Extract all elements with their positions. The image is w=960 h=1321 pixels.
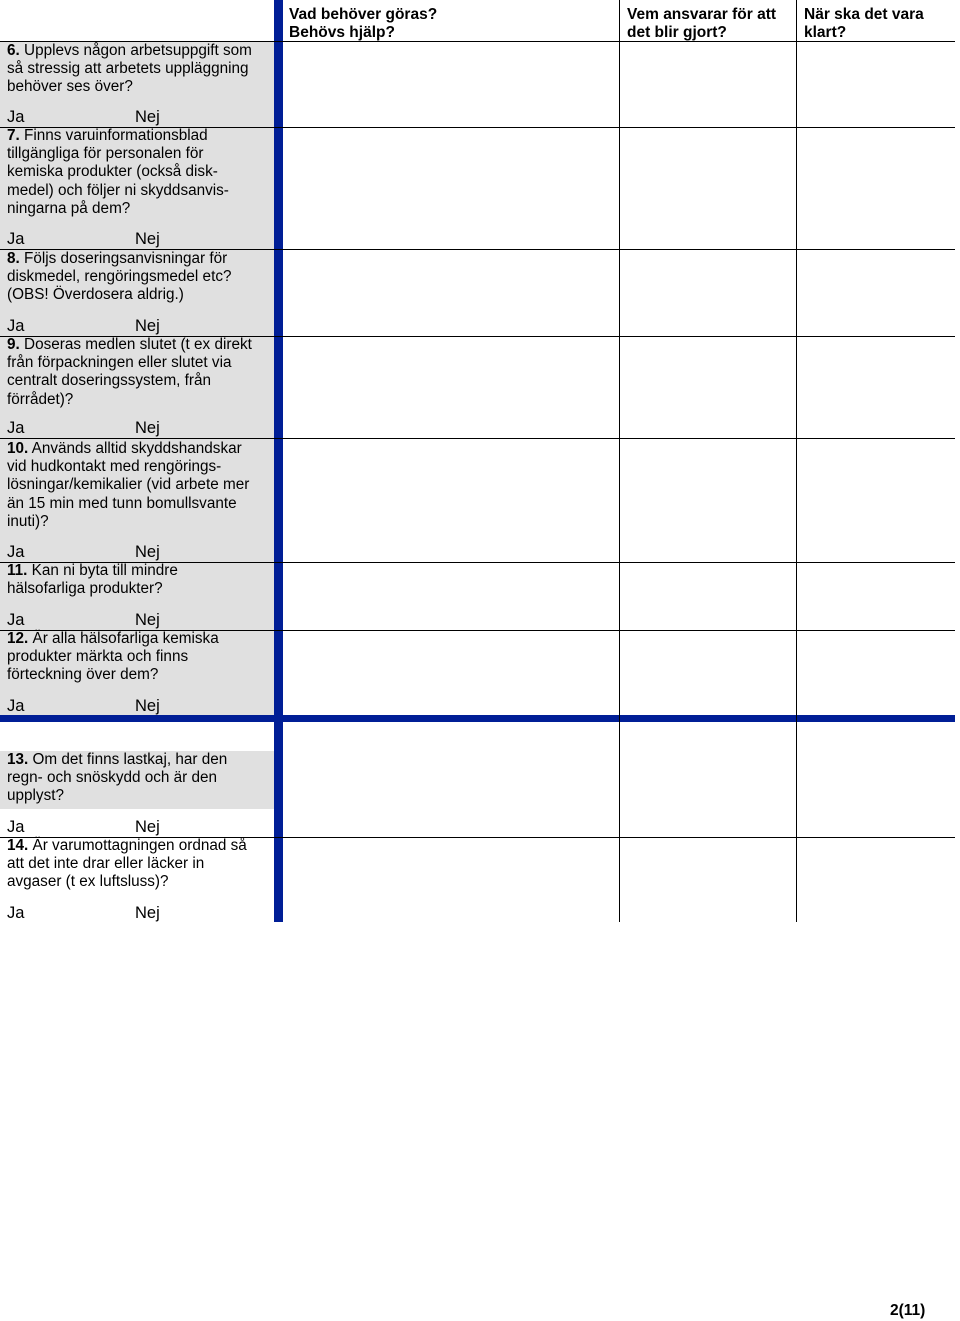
answer-no-10[interactable]: Nej (135, 543, 160, 561)
answer-yes-13[interactable]: Ja (7, 818, 25, 836)
question-10: 10. Används alltid skyddshandskar vid hudkontakt med rengörings- lösningar/kemikalier (vid arbete mer än 15 min med tunn bomullsvante inuti)? (7, 440, 250, 530)
answer-no-7[interactable]: Nej (135, 230, 160, 248)
question-7: 7. Finns varuinformationsblad tillgängliga för personalen för kemiska produkter (också disk- medel) och följer ni skyddsanvis- ningarna på dem? (7, 127, 229, 217)
answer-yes-9[interactable]: Ja (7, 419, 25, 437)
answer-yes-12[interactable]: Ja (7, 697, 25, 715)
answer-no-9[interactable]: Nej (135, 419, 160, 437)
answer-no-6[interactable]: Nej (135, 108, 160, 126)
question-8: 8. Följs doseringsanvisningar för diskmedel, rengöringsmedel etc? (OBS! Överdosera aldrig.) (7, 250, 232, 304)
header-action: Vad behöver göras? Behövs hjälp? (289, 6, 438, 41)
question-14: 14. Är varumottagningen ordnad så att det inte drar eller läcker in avgaser (t ex luftsluss)? (7, 837, 247, 891)
navy-vertical-divider-top (274, 0, 283, 722)
header-deadline: När ska det vara klart? (804, 6, 924, 41)
question-11: 11. Kan ni byta till mindre hälsofarliga produkter? (7, 562, 178, 598)
answer-no-11[interactable]: Nej (135, 611, 160, 629)
answer-no-12[interactable]: Nej (135, 697, 160, 715)
header-responsible: Vem ansvarar för att det blir gjort? (627, 6, 777, 41)
navy-vertical-divider-bottom (274, 722, 283, 922)
answer-yes-11[interactable]: Ja (7, 611, 25, 629)
answer-yes-10[interactable]: Ja (7, 543, 25, 561)
row-rule-9 (0, 438, 955, 439)
answer-yes-8[interactable]: Ja (7, 317, 25, 335)
answer-yes-6[interactable]: Ja (7, 108, 25, 126)
question-12: 12. Är alla hälsofarliga kemiska produkter märkta och finns förteckning över dem? (7, 630, 219, 684)
navy-horizontal-divider (0, 715, 955, 722)
question-13: 13. Om det finns lastkaj, har den regn- och snöskydd och är den upplyst? (7, 751, 228, 805)
question-9: 9. Doseras medlen slutet (t ex direkt från förpackningen eller slutet via centralt doseringssystem, från förrådet)? (7, 336, 252, 408)
column-line-responsible (619, 0, 620, 922)
page-number: 2(11) (890, 1302, 926, 1319)
answer-no-8[interactable]: Nej (135, 317, 160, 335)
answer-no-14[interactable]: Nej (135, 904, 160, 922)
answer-no-13[interactable]: Nej (135, 818, 160, 836)
question-6: 6. Upplevs någon arbetsuppgift som så stressig att arbetets uppläggning behöver ses över? (7, 42, 252, 96)
column-line-deadline (796, 0, 797, 922)
answer-yes-7[interactable]: Ja (7, 230, 25, 248)
answer-yes-14[interactable]: Ja (7, 904, 25, 922)
